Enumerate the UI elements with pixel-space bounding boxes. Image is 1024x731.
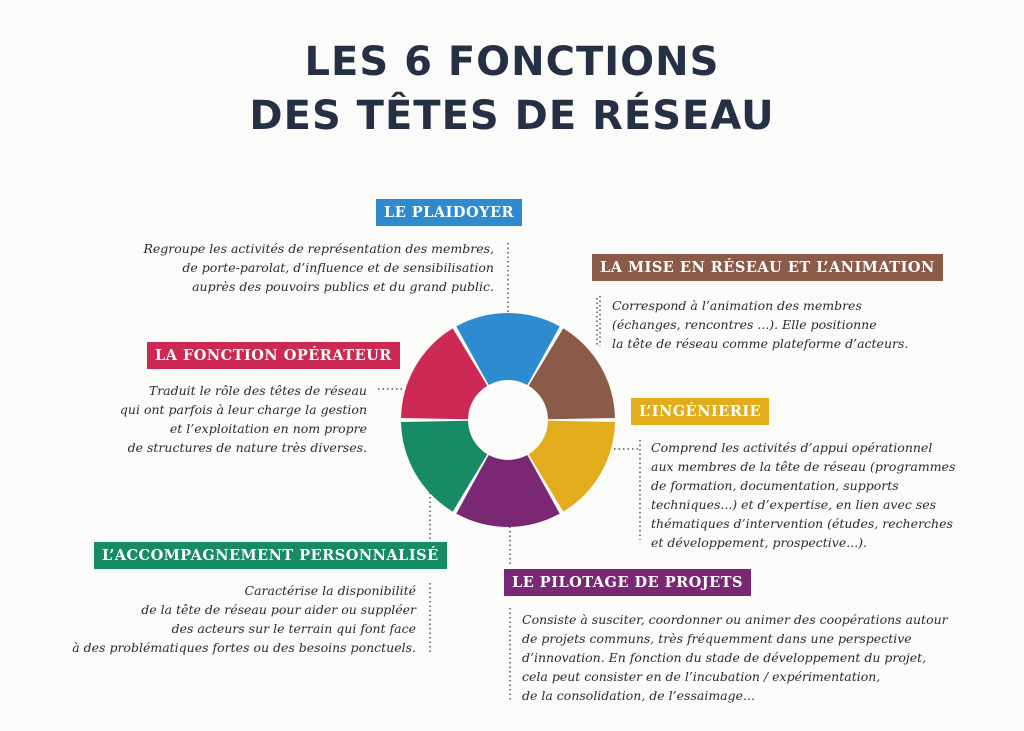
fonction-operateur-label: LA FONCTION OPÉRATEUR xyxy=(147,342,400,369)
pilotage-projets-label: LE PILOTAGE DE PROJETS xyxy=(504,569,751,596)
pilotage-projets-description-line: cela peut consister en de l’incubation / expérimentation, xyxy=(522,669,881,684)
fonction-operateur-description-line: qui ont parfois à leur charge la gestion xyxy=(119,402,367,417)
plaidoyer-label: LE PLAIDOYER xyxy=(376,199,522,226)
fonction-operateur-description-line: de structures de nature très diverses. xyxy=(127,440,367,455)
mise-en-reseau-description-line: Correspond à l’animation des membres xyxy=(612,298,862,313)
fonction-operateur-description-line: Traduit le rôle des têtes de réseau xyxy=(148,383,367,398)
accompagnement-description-line: à des problématiques fortes ou des besoins ponctuels. xyxy=(72,640,416,655)
pilotage-projets-description-line: de la consolidation, de l’essaimage... xyxy=(522,688,755,703)
accompagnement-description xyxy=(72,581,416,657)
mise-en-reseau-description xyxy=(612,296,908,353)
page-title-line-2: DES TÊTES DE RÉSEAU xyxy=(249,93,775,139)
plaidoyer-description-line: auprès des pouvoirs publics et du grand public. xyxy=(192,279,494,294)
ingenierie-description-line: Comprend les activités d’appui opérationnel xyxy=(651,440,933,455)
accompagnement-label: L’ACCOMPAGNEMENT PERSONNALISÉ xyxy=(94,542,447,569)
accompagnement-description-line: des acteurs sur le terrain qui font face xyxy=(171,621,416,636)
plaidoyer-description-line: Regroupe les activités de représentation des membres, xyxy=(143,241,494,256)
pilotage-projets-description-line: de projets communs, très fréquemment dans une perspective xyxy=(522,631,912,646)
plaidoyer-description-line: de porte-parolat, d’influence et de sensibilisation xyxy=(182,260,494,275)
pilotage-projets-description xyxy=(522,610,948,705)
ingenierie-description-line: aux membres de la tête de réseau (programmes xyxy=(651,459,956,474)
page-title-line-1: LES 6 FONCTIONS xyxy=(304,39,720,85)
ingenierie-description-line: techniques...) et d’expertise, en lien avec ses xyxy=(651,497,937,512)
mise-en-reseau-description-line: la tête de réseau comme plateforme d’acteurs. xyxy=(612,336,909,351)
mise-en-reseau-label: LA MISE EN RÉSEAU ET L’ANIMATION xyxy=(592,254,943,281)
fonction-operateur-description-line: et l’exploitation en nom propre xyxy=(169,421,367,436)
ingenierie-description-line: et développement, prospective...). xyxy=(651,535,868,550)
ingenierie-description-line: thématiques d’intervention (études, recherches xyxy=(651,516,953,531)
mise-en-reseau-description-line: (échanges, rencontres ...). Elle positionne xyxy=(612,317,877,332)
ingenierie-label: L’INGÉNIERIE xyxy=(631,398,769,425)
accompagnement-description-line: de la tête de réseau pour aider ou suppléer xyxy=(141,602,416,617)
wheel-segments xyxy=(401,313,615,527)
pilotage-projets-description-line: d’innovation. En fonction du stade de développement du projet, xyxy=(522,650,927,665)
pilotage-projets-description-line: Consiste à susciter, coordonner ou animer des coopérations autour xyxy=(522,612,948,627)
ingenierie-description-line: de formation, documentation, supports xyxy=(651,478,899,493)
fonction-operateur-description xyxy=(120,381,367,457)
ingenierie-description xyxy=(651,438,955,552)
plaidoyer-description xyxy=(143,239,494,296)
accompagnement-description-line: Caractérise la disponibilité xyxy=(244,583,416,598)
